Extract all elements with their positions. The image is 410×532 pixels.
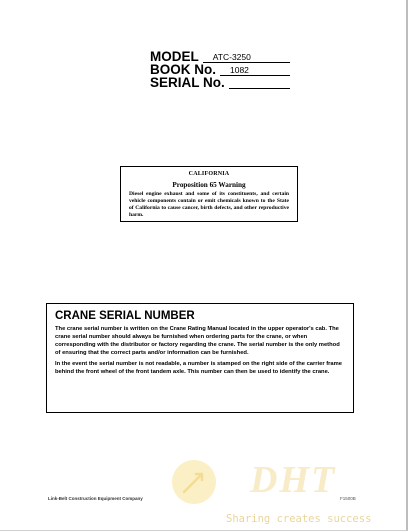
serial-value xyxy=(229,78,290,89)
warning-title: Proposition 65 Warning xyxy=(172,181,246,189)
crane-serial-section xyxy=(46,303,354,413)
warning-body: Diesel engine exhaust and some of its constituents, and certain vehicle components contain or emit chemicals known to the State of California to cause cancer, birth defects, and other reproductive harm. xyxy=(129,191,289,218)
watermark-tagline: Sharing creates success xyxy=(226,513,372,525)
watermark-logo: DHT xyxy=(250,459,337,501)
model-label: MODEL xyxy=(150,49,199,64)
warning-state: CALIFORNIA xyxy=(188,171,230,177)
serial-paragraph-2: In the event the serial number is not readable, a number is stamped on the right side of the carrier frame behind the front wheel of the front tandem axle. This number can then be used to identify the crane. xyxy=(55,361,343,375)
serial-row xyxy=(150,76,290,89)
model-value: ATC-3250 xyxy=(203,52,290,63)
serial-label: SERIAL No. xyxy=(150,75,225,90)
manual-identification xyxy=(150,50,290,89)
book-label: BOOK No. xyxy=(150,62,216,77)
book-value: 1082 xyxy=(220,65,290,76)
footer-company: Link-Belt Construction Equipment Company xyxy=(48,496,143,501)
footer-code: F1500B xyxy=(340,496,356,501)
prop65-warning-box xyxy=(120,166,298,222)
serial-paragraph-1: The crane serial number is written on the Crane Rating Manual located in the upper operator's cab. The crane serial number should always be furnished when ordering parts for the crane, or when corresponding with the distributor or factory regarding the crane. The serial number is the only method of ensuring that the correct parts and/or information can be furnished. xyxy=(55,326,340,356)
serial-section-title: CRANE SERIAL NUMBER xyxy=(55,310,195,322)
watermark-pencil-icon xyxy=(172,460,216,504)
